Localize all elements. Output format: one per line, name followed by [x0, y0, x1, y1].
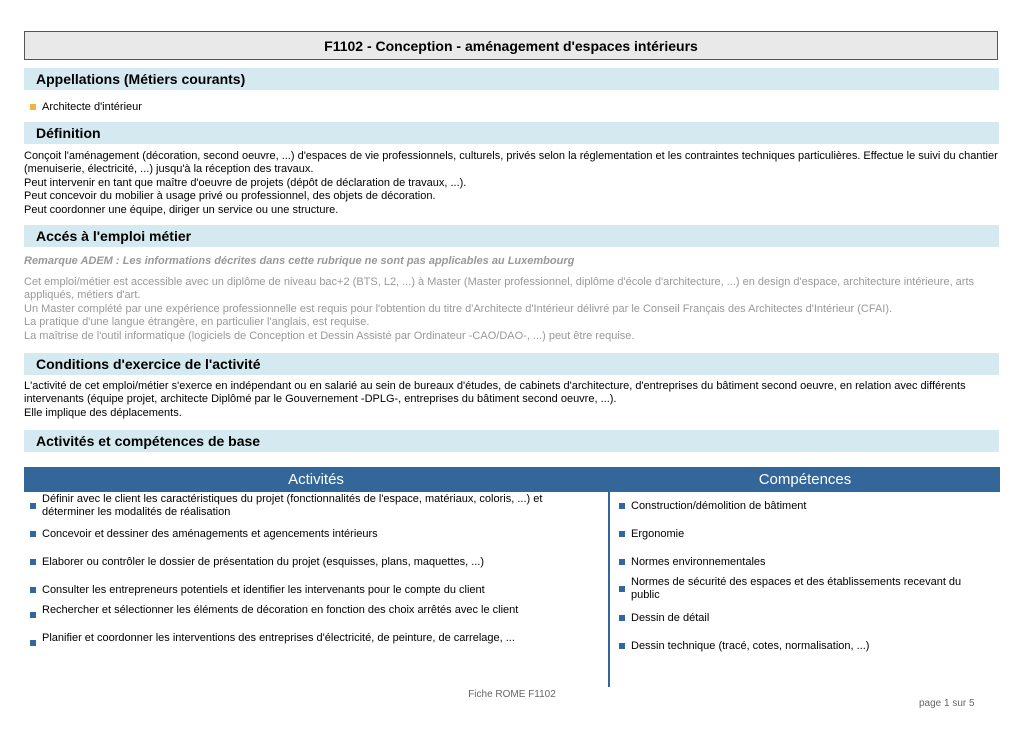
bullet-icon	[619, 643, 625, 649]
conditions-text	[24, 380, 1000, 420]
section-heading-acces: Accés à l'emploi métier	[24, 225, 999, 247]
bullet-icon	[30, 503, 36, 509]
competence-row	[619, 498, 989, 514]
acces-line: La maîtrise de l'outil informatique (logiciels de Conception et Dessin Assisté par Ordinateur -CAO/DAO-, ...) peut être requise.	[24, 329, 635, 342]
bullet-icon	[619, 503, 625, 509]
bullet-icon	[30, 559, 36, 565]
bullet-icon	[619, 559, 625, 565]
definition-text	[24, 150, 1000, 217]
activity-row	[30, 526, 600, 542]
table-header-competences: Compétences	[610, 467, 1000, 492]
list-item	[30, 101, 142, 113]
section-heading-conditions: Conditions d'exercice de l'activité	[24, 353, 999, 375]
section-heading-appellations: Appellations (Métiers courants)	[24, 68, 999, 90]
bullet-icon	[30, 587, 36, 593]
activity-label: Elaborer ou contrôler le dossier de présentation du projet (esquisses, plans, maquettes, ...)	[42, 555, 485, 568]
competence-row	[619, 638, 989, 654]
bullet-icon	[619, 531, 625, 537]
bullet-icon	[30, 104, 36, 110]
activity-row	[30, 604, 600, 622]
section-heading-definition: Définition	[24, 122, 999, 144]
page-title: F1102 - Conception - aménagement d'espaces intérieurs	[24, 31, 998, 60]
acces-line: Cet emploi/métier est accessible avec un diplôme de niveau bac+2 (BTS, L2, ...) à Master (Master professionnel, diplôme d'école d'architecture, ...) en design d'espace, architecture intérieure, arts appliqués, métiers d'art.	[24, 276, 975, 302]
activity-label: Consulter les entrepreneurs potentiels et identifier les intervenants pour le compte du client	[42, 583, 485, 596]
competence-row	[619, 576, 979, 602]
competence-row	[619, 610, 989, 626]
activity-row	[30, 632, 600, 650]
bullet-icon	[30, 531, 36, 537]
bullet-icon	[30, 640, 36, 646]
competence-row	[619, 554, 989, 570]
competence-label: Normes environnementales	[631, 555, 766, 568]
appellation-label: Architecte d'intérieur	[42, 101, 142, 113]
definition-line: Peut concevoir du mobilier à usage privé ou professionnel, des objets de décoration.	[24, 190, 436, 203]
competence-label: Normes de sécurité des espaces et des établissements recevant du public	[631, 576, 962, 601]
section-heading-activites: Activités et compétences de base	[24, 430, 999, 452]
page-number: page 1 sur 5	[919, 698, 975, 709]
definition-line: Peut intervenir en tant que maître d'oeuvre de projets (dépôt de déclaration de travaux, ...).	[24, 176, 467, 189]
bullet-icon	[619, 615, 625, 621]
competence-label: Ergonomie	[631, 527, 685, 540]
bullet-icon	[30, 612, 36, 618]
column-divider	[608, 467, 610, 687]
table-header-activites: Activités	[24, 467, 608, 492]
acces-line: La pratique d'une langue étrangère, en particulier l'anglais, est requise.	[24, 316, 370, 329]
competence-label: Construction/démolition de bâtiment	[631, 499, 807, 512]
activity-label: Définir avec le client les caractéristiques du projet (fonctionnalités de l'espace, matériaux, coloris, ...) et déterminer les modalités de réalisation	[42, 493, 543, 518]
activity-label: Concevoir et dessiner des aménagements et agencements intérieurs	[42, 527, 378, 540]
acces-line: Un Master complété par une expérience professionnelle est requis pour l'obtention du titre d'Architecte d'Intérieur délivré par le Conseil Français des Architectes d'Intérieur (CFAI).	[24, 302, 893, 315]
activity-row	[30, 493, 570, 519]
competence-row	[619, 526, 989, 542]
bullet-icon	[619, 586, 625, 592]
activity-label: Rechercher et sélectionner les éléments de décoration en fonction des choix arrêtés avec le client	[42, 604, 519, 616]
acces-text	[24, 276, 1000, 343]
activity-row	[30, 554, 600, 570]
competence-label: Dessin technique (tracé, cotes, normalisation, ...)	[631, 639, 870, 652]
definition-line: Conçoit l'aménagement (décoration, second oeuvre, ...) d'espaces de vie professionnels, culturels, privés selon la réglementation et les contraintes techniques particulières. Effectue le suivi du chantier (menuiserie, électricité, ...) jusqu'à la réception des travaux.	[24, 150, 998, 176]
footer-document-ref: Fiche ROME F1102	[468, 689, 556, 700]
definition-line: Peut coordonner une équipe, diriger un service ou une structure.	[24, 203, 339, 216]
activity-label: Planifier et coordonner les interventions des entreprises d'électricité, de peinture, de carrelage, ...	[42, 632, 515, 644]
conditions-line: L'activité de cet emploi/métier s'exerce en indépendant ou en salarié au sein de bureaux d'études, de cabinets d'architecture, d'entreprises du bâtiment second oeuvre, en relation avec différents intervenants (équipe projet, architecte Diplômé par le Gouvernement -DPLG-, entreprises du bâtiment second oeuvre, ...).	[24, 380, 966, 406]
activity-row	[30, 582, 600, 598]
conditions-line: Elle implique des déplacements.	[24, 406, 182, 419]
competence-label: Dessin de détail	[631, 611, 710, 624]
adem-remark: Remarque ADEM : Les informations décrites dans cette rubrique ne sont pas applicables au Luxembourg	[24, 255, 575, 267]
